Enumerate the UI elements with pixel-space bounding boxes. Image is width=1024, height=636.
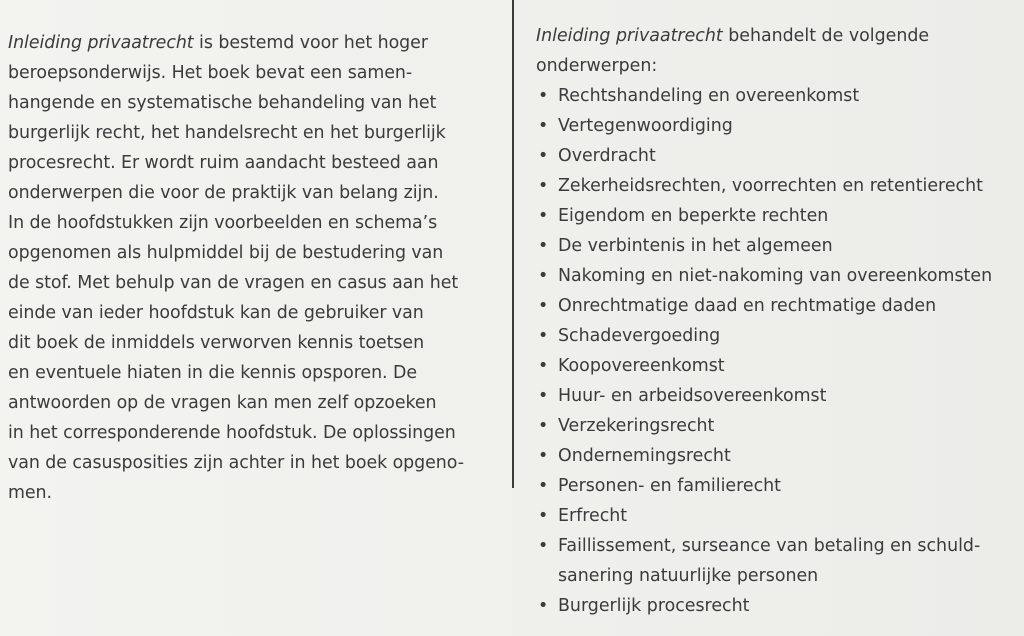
- column-divider: [512, 0, 514, 488]
- description-line: en eventuele hiaten in die kennis opsporen. De: [8, 363, 417, 383]
- bullet-icon: •: [538, 296, 549, 316]
- bullet-icon: •: [538, 596, 549, 616]
- list-item: • Koopovereenkomst: [536, 351, 1024, 381]
- bullet-icon: •: [538, 146, 549, 166]
- bullet-icon: •: [538, 326, 549, 346]
- list-item: • Ondernemingsrecht: [536, 441, 1024, 471]
- description-line: van de casusposities zijn achter in het boek opgeno-: [8, 453, 464, 473]
- description-line: men.: [8, 483, 52, 503]
- description-line: einde van ieder hoofdstuk kan de gebruiker van: [8, 303, 424, 323]
- list-item-continuation: sanering natuurlijke personen: [558, 566, 819, 586]
- list-item: • Verzekeringsrecht: [536, 411, 1024, 441]
- list-item: • Personen- en familierecht: [536, 471, 1024, 501]
- topics-intro: Inleiding privaatrecht behandelt de volgende onderwerpen:: [536, 26, 930, 76]
- description-line: procesrecht. Er wordt ruim aandacht besteed aan: [8, 153, 439, 173]
- bullet-icon: •: [538, 476, 549, 496]
- description-line: antwoorden op de vragen kan men zelf opzoeken: [8, 393, 437, 413]
- list-item: • Vertegenwoordiging: [536, 111, 1024, 141]
- list-item: • De verbintenis in het algemeen: [536, 231, 1024, 261]
- bullet-icon: •: [538, 266, 549, 286]
- topic-list: [536, 81, 1024, 621]
- description-line: dit boek de inmiddels verworven kennis toetsen: [8, 333, 425, 353]
- description-line: Inleiding privaatrecht is bestemd voor het hoger: [8, 33, 428, 53]
- description-line: onderwerpen die voor de praktijk van belang zijn.: [8, 183, 439, 203]
- list-item: • Huur- en arbeidsovereenkomst: [536, 381, 1024, 411]
- bullet-icon: •: [538, 116, 549, 136]
- list-item: • Erfrecht: [536, 501, 1024, 531]
- list-item: • Eigendom en beperkte rechten: [536, 201, 1024, 231]
- description-line: de stof. Met behulp van de vragen en casus aan het: [8, 273, 459, 293]
- bullet-icon: •: [538, 236, 549, 256]
- description-line: in het corresponderende hoofdstuk. De oplossingen: [8, 423, 456, 443]
- bullet-icon: •: [538, 86, 549, 106]
- list-item: • Nakoming en niet-nakoming van overeenkomsten: [536, 261, 1024, 291]
- description-line: In de hoofdstukken zijn voorbeelden en schema’s: [8, 213, 438, 233]
- description-line: beroepsonderwijs. Het boek bevat een samen-: [8, 63, 413, 83]
- description-paragraph: [8, 28, 498, 508]
- bullet-icon: •: [538, 416, 549, 436]
- list-item: • Zekerheidsrechten, voorrechten en retentierecht: [536, 171, 1024, 201]
- list-item: • Overdracht: [536, 141, 1024, 171]
- description-column: [8, 28, 498, 508]
- description-line: burgerlijk recht, het handelsrecht en het burgerlijk: [8, 123, 446, 143]
- bullet-icon: •: [538, 176, 549, 196]
- list-item: • Rechtshandeling en overeenkomst: [536, 81, 1024, 111]
- bullet-icon: •: [538, 506, 549, 526]
- book-title-italic: Inleiding privaatrecht: [8, 33, 194, 53]
- bullet-icon: •: [538, 446, 549, 466]
- book-title-italic: Inleiding privaatrecht: [536, 26, 723, 46]
- topics-column: [536, 21, 1024, 621]
- bullet-icon: •: [538, 386, 549, 406]
- list-item: • Burgerlijk procesrecht: [536, 591, 1024, 621]
- list-item: • Faillissement, surseance van betaling en schuld- sanering natuurlijke personen: [536, 531, 1024, 591]
- description-line: hangende en systematische behandeling van het: [8, 93, 437, 113]
- bullet-icon: •: [538, 536, 549, 556]
- list-item: • Schadevergoeding: [536, 321, 1024, 351]
- description-line: opgenomen als hulpmiddel bij de bestudering van: [8, 243, 444, 263]
- bullet-icon: •: [538, 356, 549, 376]
- bullet-icon: •: [538, 206, 549, 226]
- list-item: • Onrechtmatige daad en rechtmatige daden: [536, 291, 1024, 321]
